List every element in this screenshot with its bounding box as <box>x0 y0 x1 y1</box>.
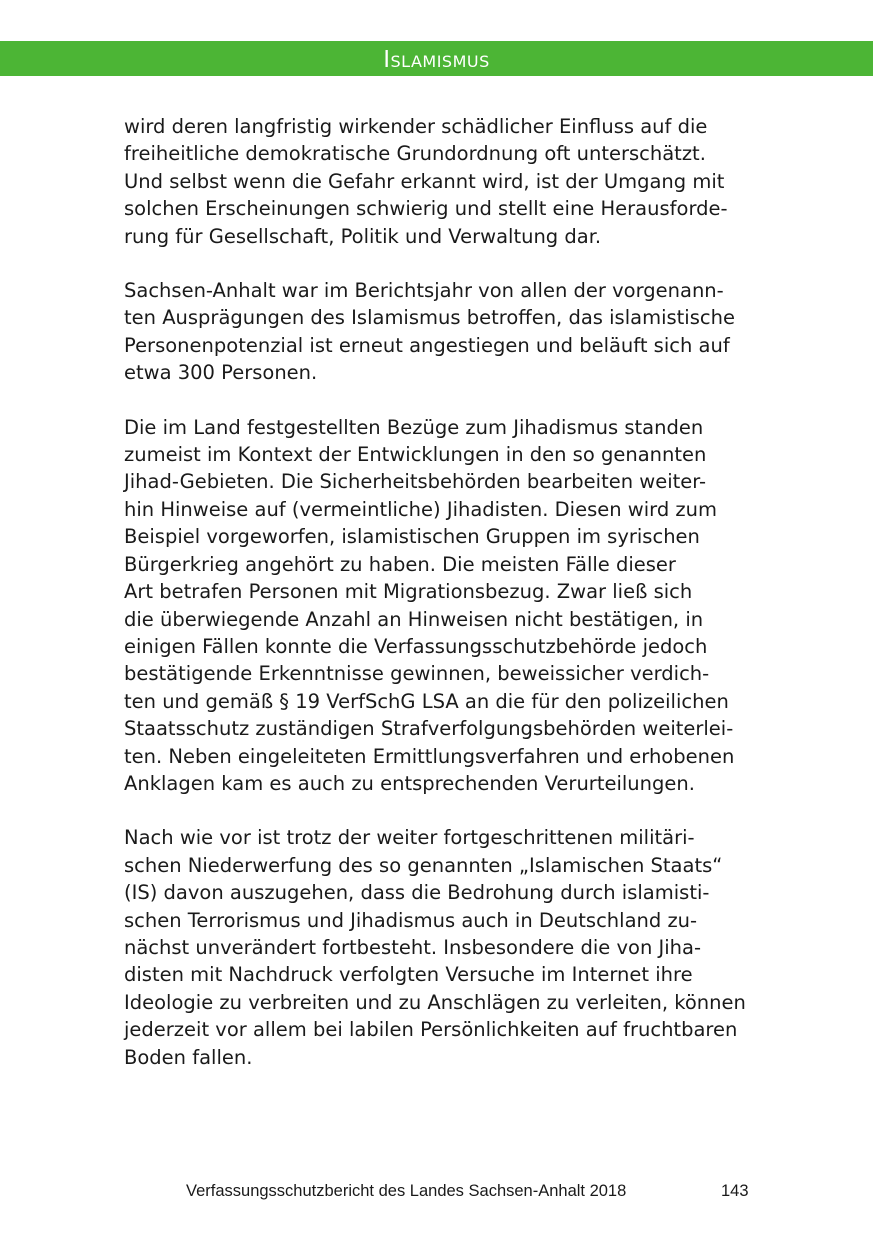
paragraph: Nach wie vor ist trotz der weiter fortgeschrittenen militäri- schen Niederwerfung des so genannten „Islamischen Staats“ (IS) davon auszugehen, dass die Bedrohung durch islamisti- schen Terrorismus und Jihadismus auch in Deutschland zu- nächst unverändert fortbesteht. Insbesondere die von Jiha- disten mit Nachdruck verfolgten Versuche im Internet ihre Ideologie zu verbreiten und zu Anschlägen zu verleiten, können jederzeit vor allem bei labilen Persönlichkeiten auf fruchtbaren Boden fallen. <box>124 826 746 1069</box>
section-title: Islamismus <box>383 47 490 73</box>
section-header-band <box>0 41 873 76</box>
paragraph: wird deren langfristig wirkender schädlicher Einfluss auf die freiheitliche demokratische Grundordnung oft unterschätzt. Und selbst wenn die Gefahr erkannt wird, ist der Umgang mit solchen Erscheinungen schwierig und stellt eine Herausforde- rung für Gesellschaft, Politik und Verwaltung dar. <box>124 115 728 248</box>
paragraph: Die im Land festgestellten Bezüge zum Jihadismus standen zumeist im Kontext der Entwicklungen in den so genannten Jihad-Gebieten. Die Sicherheitsbehörden bearbeiten weiter- hin Hinweise auf (vermeintliche) Jihadisten. Diesen wird zum Beispiel vorgeworfen, islamistischen Gruppen im syrischen Bürgerkrieg angehört zu haben. Die meisten Fälle dieser Art betrafen Personen mit Migrationsbezug. Zwar ließ sich die überwiegende Anzahl an Hinweisen nicht bestätigen, in einigen Fällen konnte die Verfassungsschutzbehörde jedoch bestätigende Erkenntnisse gewinnen, beweissicher verdich- ten und gemäß § 19 VerfSchG LSA an die für den polizeilichen Staatsschutz zuständigen Strafverfolgungsbehörden weiterlei- ten. Neben eingeleiteten Ermittlungsverfahren und erhobenen Anklagen kam es auch zu entsprechenden Verurteilungen. <box>124 415 735 795</box>
page-number: 143 <box>721 1182 749 1200</box>
publication-title: Verfassungsschutzbericht des Landes Sachsen-Anhalt 2018 <box>186 1182 627 1200</box>
body-text <box>124 113 756 1098</box>
paragraph: Sachsen-Anhalt war im Berichtsjahr von allen der vorgenann- ten Ausprägungen des Islamismus betroffen, das islamistische Personenpotenzial ist erneut angestiegen und beläuft sich auf etwa 300 Personen. <box>124 279 735 385</box>
